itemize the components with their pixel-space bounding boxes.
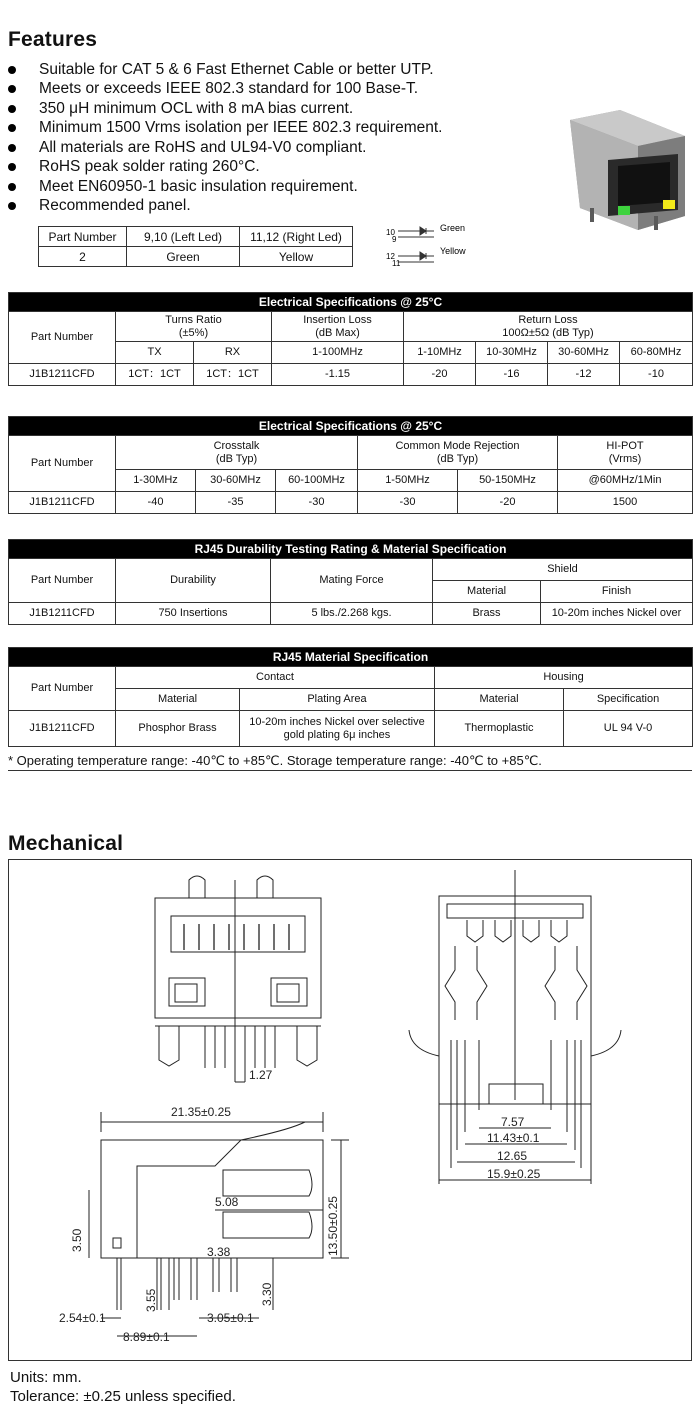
led-cell: Yellow	[240, 247, 353, 267]
sub-header: Plating Area	[240, 689, 435, 711]
dim-label: 5.08	[215, 1195, 239, 1209]
sub-header: RX	[194, 342, 272, 364]
led-schematic	[384, 222, 484, 266]
sub-header: Finish	[541, 581, 693, 603]
led-pin-label: 9	[392, 235, 397, 244]
led-cell: Green	[127, 247, 240, 267]
sub-header: Specification	[564, 689, 693, 711]
led-color-label: Yellow	[440, 246, 466, 256]
sub-header: 1-30MHz	[116, 470, 196, 492]
dim-label: 3.30	[260, 1282, 274, 1306]
part-number-header: Part Number	[9, 312, 116, 364]
electrical-spec-table-1	[8, 292, 693, 386]
led-green-icon	[618, 206, 630, 215]
dim-label: 3.50	[70, 1228, 84, 1252]
dim-label: 8.89±0.1	[123, 1330, 170, 1344]
led-header-part: Part Number	[39, 227, 127, 247]
mechanical-drawing	[9, 860, 691, 1360]
led-cell: 2	[39, 247, 127, 267]
dim-label: 13.50±0.25	[326, 1196, 340, 1256]
led-header-right: 11,12 (Right Led)	[240, 227, 353, 247]
sub-header: Material	[116, 689, 240, 711]
feature-item: Recommended panel.	[8, 197, 528, 217]
led-table	[38, 226, 353, 267]
sub-header: 30-60MHz	[196, 470, 276, 492]
dim-label: 21.35±0.25	[171, 1105, 231, 1119]
product-photo	[560, 108, 690, 233]
sub-header: 1-100MHz	[272, 342, 404, 364]
sub-header: @60MHz/1Min	[558, 470, 693, 492]
units-note: Units: mm. Tolerance: ±0.25 unless specified.	[10, 1369, 236, 1405]
sub-header: 60-100MHz	[276, 470, 358, 492]
feature-item: 350 μH minimum OCL with 8 mA bias current.	[8, 99, 528, 119]
feature-item: Meet EN60950-1 basic insulation requirement.	[8, 177, 528, 197]
sub-header: 50-150MHz	[458, 470, 558, 492]
hipot-header: HI-POT (Vrms)	[558, 436, 693, 470]
sub-header: Material	[435, 689, 564, 711]
table-title: Electrical Specifications @ 25°C	[9, 293, 693, 312]
mechanical-drawing-frame	[8, 859, 692, 1361]
table-row: J1B1211CFD -40 -35 -30 -30 -20 1500	[9, 492, 693, 514]
led-yellow-icon	[663, 200, 675, 209]
led-color-label: Green	[440, 223, 466, 233]
contact-header: Contact	[116, 667, 435, 689]
dim-label: 3.55	[144, 1288, 158, 1312]
dim-label: 12.65	[497, 1149, 528, 1163]
front-view	[155, 876, 321, 1082]
part-number-header: Part Number	[9, 667, 116, 711]
dim-label: 2.54±0.1	[59, 1311, 106, 1325]
housing-header: Housing	[435, 667, 693, 689]
led-header-left: 9,10 (Left Led)	[127, 227, 240, 247]
part-number-header: Part Number	[9, 559, 116, 603]
dim-label: 1.27	[249, 1068, 273, 1082]
dim-label: 3.05±0.1	[207, 1311, 254, 1325]
mating-force-header: Mating Force	[271, 559, 433, 603]
sub-header: 30-60MHz	[548, 342, 620, 364]
dim-label: 7.57	[501, 1115, 525, 1129]
crosstalk-header: Crosstalk (dB Typ)	[116, 436, 358, 470]
table-row: J1B1211CFD Phosphor Brass 10-20m inches Nickel over selective gold plating 6μ inches Thermoplastic UL 94 V-0	[9, 711, 693, 747]
sub-header: 1-10MHz	[404, 342, 476, 364]
mechanical-heading: Mechanical	[8, 832, 124, 855]
led-pin-label: 10	[386, 228, 395, 237]
material-spec-table	[8, 647, 693, 747]
sub-header: TX	[116, 342, 194, 364]
table-title: Electrical Specifications @ 25°C	[9, 417, 693, 436]
turns-ratio-header: Turns Ratio (±5%)	[116, 312, 272, 342]
feature-item: All materials are RoHS and UL94-V0 compliant.	[8, 138, 528, 158]
dim-label: 15.9±0.25	[487, 1167, 541, 1181]
return-loss-header: Return Loss 100Ω±5Ω (dB Typ)	[404, 312, 693, 342]
sub-header: 60-80MHz	[620, 342, 693, 364]
temperature-note: * Operating temperature range: -40℃ to +85℃. Storage temperature range: -40℃ to +85℃.	[8, 753, 692, 771]
durability-header: Durability	[116, 559, 271, 603]
bullet-icon	[8, 163, 16, 171]
led-pin-label: 11	[392, 259, 401, 266]
table-title: RJ45 Durability Testing Rating & Material Specification	[9, 540, 693, 559]
feature-item: Suitable for CAT 5 & 6 Fast Ethernet Cable or better UTP.	[8, 60, 528, 80]
table-row: J1B1211CFD 750 Insertions 5 lbs./2.268 kgs. Brass 10-20m inches Nickel over	[9, 603, 693, 625]
insertion-loss-header: Insertion Loss (dB Max)	[272, 312, 404, 342]
sub-header: 10-30MHz	[476, 342, 548, 364]
bullet-icon	[8, 183, 16, 191]
features-list	[8, 60, 528, 216]
sub-header: 1-50MHz	[358, 470, 458, 492]
part-number-header: Part Number	[9, 436, 116, 492]
table-title: RJ45 Material Specification	[9, 648, 693, 667]
feature-item: Minimum 1500 Vrms isolation per IEEE 802.3 requirement.	[8, 119, 528, 139]
electrical-spec-table-2	[8, 416, 693, 514]
durability-spec-table	[8, 539, 693, 625]
led-pin-label: 12	[386, 252, 395, 261]
side-view	[89, 1112, 349, 1336]
bullet-icon	[8, 124, 16, 132]
features-heading: Features	[8, 28, 98, 51]
feature-item: RoHS peak solder rating 260°C.	[8, 158, 528, 178]
bullet-icon	[8, 66, 16, 74]
shield-header: Shield	[433, 559, 693, 581]
bullet-icon	[8, 85, 16, 93]
bullet-icon	[8, 202, 16, 210]
bullet-icon	[8, 144, 16, 152]
dim-label: 3.38	[207, 1245, 231, 1259]
dim-label: 11.43±0.1	[487, 1131, 540, 1145]
sub-header: Material	[433, 581, 541, 603]
bullet-icon	[8, 105, 16, 113]
table-row: J1B1211CFD 1CT：1CT 1CT：1CT -1.15 -20 -16 -12 -10	[9, 364, 693, 386]
cmr-header: Common Mode Rejection (dB Typ)	[358, 436, 558, 470]
feature-item: Meets or exceeds IEEE 802.3 standard for 100 Base-T.	[8, 80, 528, 100]
